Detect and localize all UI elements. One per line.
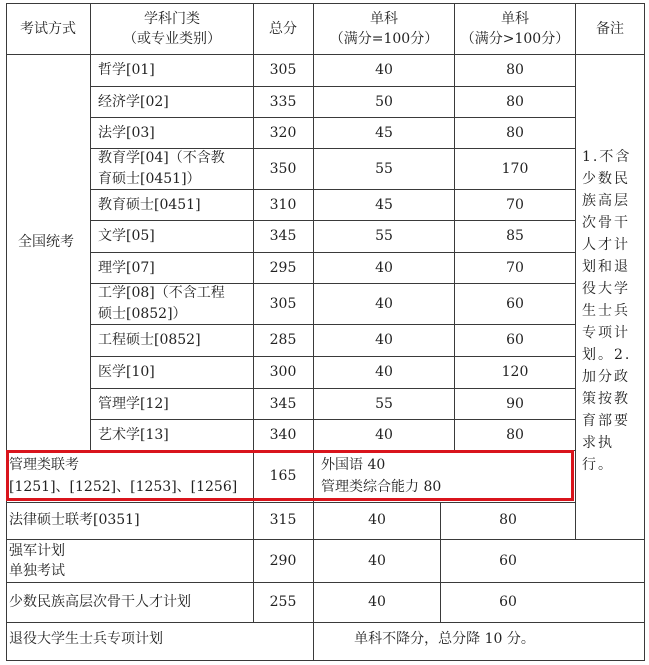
discipline-label: 工程硕士[0852] [98,332,201,348]
discipline-label: 管理学[12] [98,395,169,412]
grid-line-h [91,220,576,221]
management-total: 165 [269,468,297,484]
discipline-label: 法学[03] [98,124,155,141]
single-score-over100: 90 [506,395,524,412]
method-national: 全国统考 [18,234,74,250]
veteran-note: 单科不降分，总分降 10 分。 [354,631,535,647]
total-score: 340 [269,426,297,443]
header-discipline-sub: （或专业类别） [123,31,221,47]
header-single-over100: 单科 [501,11,529,27]
discipline-label: 医学[10] [98,364,155,380]
grid-line-v [253,3,254,623]
minority-label: 少数民族高层次骨干人才计划 [9,594,191,610]
discipline-label: 教育学[04]（不含教 [98,149,225,166]
law-single-over100: 80 [499,512,517,528]
single-score-over100: 80 [506,93,524,110]
total-score: 350 [269,160,297,177]
single-score-100: 55 [375,228,393,244]
discipline-label: 经济学[02] [98,93,169,110]
grid-line-v [6,3,7,661]
discipline-label: 教育硕士[0451] [98,196,201,213]
discipline-label-cont: 育硕士[0451]） [98,170,201,187]
single-score-100: 55 [375,160,393,177]
single-score-over100: 70 [506,196,524,213]
grid-line-h [91,189,576,190]
military-single-over100: 60 [499,553,517,569]
minority-total: 255 [269,594,297,610]
law-total: 315 [269,512,297,528]
highlight-box [6,450,574,501]
header-total: 总分 [269,21,297,37]
military-label: 强军计划 [9,543,65,559]
total-score: 305 [269,62,297,78]
grid-line-h [91,148,576,149]
discipline-label: 哲学[01] [98,62,155,78]
grid-line-h [6,3,645,4]
discipline-label: 文学[05] [98,228,155,244]
single-score-over100: 170 [501,160,529,177]
grid-line-h [91,388,576,389]
header-single-100: 单科 [370,11,398,27]
total-score: 295 [269,259,297,276]
single-score-100: 40 [375,364,393,380]
minority-single-100: 40 [368,594,386,610]
management-codes: [1251]、[1252]、[1253]、[1256] [9,479,238,495]
total-score: 285 [269,332,297,348]
veteran-label: 退役大学生士兵专项计划 [9,631,163,647]
single-score-over100: 60 [506,295,524,312]
military-total: 290 [269,553,297,569]
grid-line-h [91,419,576,420]
total-score: 345 [269,395,297,412]
grid-line-h [6,622,645,623]
grid-line-v [454,3,455,451]
grid-line-h [6,539,645,540]
single-score-100: 50 [375,93,393,110]
management-req-foreign: 外国语 40 [321,457,386,473]
grid-line-v [644,3,645,661]
management-req-comprehensive: 管理类综合能力 80 [321,479,442,495]
discipline-label: 艺术学[13] [98,426,169,443]
grid-line-h [6,660,645,661]
single-score-100: 40 [375,259,393,276]
total-score: 300 [269,364,297,380]
single-score-over100: 70 [506,259,524,276]
single-score-over100: 80 [506,62,524,78]
remark-text: 1.不含少数民族高层次骨干人才计划和退役大学生士兵专项计划。2.加分政策按教育部要求执行。 [582,149,632,473]
single-score-100: 40 [375,62,393,78]
grid-line-h [6,502,576,503]
single-score-over100: 85 [506,228,524,244]
total-score: 310 [269,196,297,213]
management-label: 管理类联考 [9,457,79,473]
grid-line-h [91,283,576,284]
total-score: 335 [269,93,297,110]
single-score-100: 45 [375,124,393,141]
single-score-over100: 60 [506,332,524,348]
law-single-100: 40 [368,512,386,528]
header-remark: 备注 [596,21,624,37]
header-method: 考试方式 [20,21,76,37]
grid-line-v [440,502,441,623]
military-label-2: 单独考试 [9,563,65,579]
grid-line-v [575,3,576,540]
single-score-100: 45 [375,196,393,213]
single-score-over100: 80 [506,124,524,141]
single-score-100: 40 [375,426,393,443]
single-score-over100: 80 [506,426,524,443]
single-score-over100: 120 [501,364,529,380]
grid-line-v [313,3,314,661]
grid-line-h [6,582,645,583]
grid-line-h [91,117,576,118]
total-score: 305 [269,295,297,312]
grid-line-h [91,252,576,253]
military-single-100: 40 [368,553,386,569]
discipline-label: 理学[07] [98,259,155,276]
grid-line-h [91,356,576,357]
header-single-over100-sub: （满分>100分） [460,31,570,47]
header-single-100-sub: （满分=100分） [329,31,439,47]
grid-line-h [91,86,576,87]
total-score: 320 [269,124,297,141]
single-score-100: 55 [375,395,393,412]
law-label: 法律硕士联考[0351] [9,512,140,528]
total-score: 345 [269,228,297,244]
single-score-100: 40 [375,332,393,348]
grid-line-v [90,3,91,451]
grid-line-h [91,324,576,325]
single-score-100: 40 [375,295,393,312]
header-discipline: 学科门类 [144,11,200,27]
minority-single-over100: 60 [499,594,517,610]
discipline-label: 工学[08]（不含工程 [98,284,225,301]
grid-line-h [6,54,645,55]
discipline-label-cont: 硕士[0852]） [98,305,187,322]
